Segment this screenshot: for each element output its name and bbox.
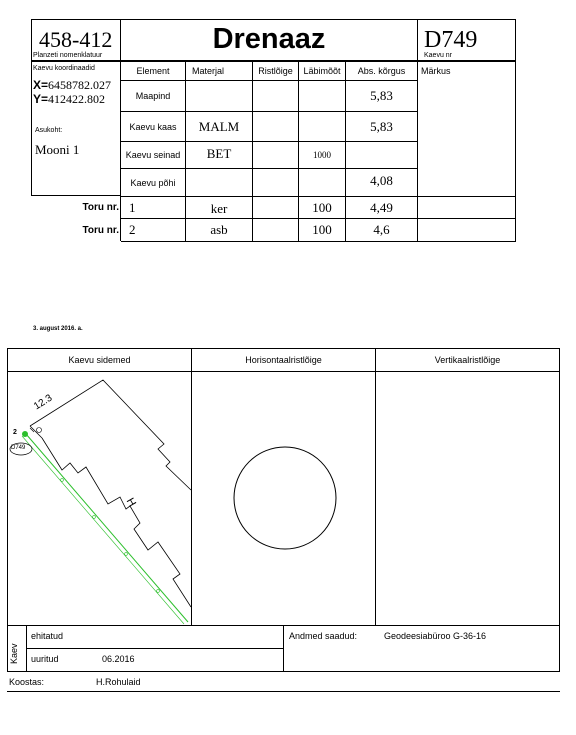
row-element: Kaevu põhi: [130, 177, 176, 188]
col-header-section: Ristlõige: [258, 65, 293, 76]
row-material: BET: [206, 146, 232, 161]
well-number: D749: [424, 27, 478, 53]
horizontal-section-sketch: [192, 372, 375, 625]
pipe-label: Toru nr.: [82, 224, 119, 236]
row-element: Kaevu kaas: [129, 121, 177, 132]
drawing-title-vertical: Vertikaalristlõige: [434, 355, 501, 365]
data-source-value: Geodeesiabüroo G-36-16: [384, 631, 487, 641]
point-label: 2: [13, 429, 17, 436]
row-height: 5,83: [370, 88, 393, 103]
footer-side-label: Kaev: [9, 643, 19, 664]
row-height: 5,83: [370, 118, 393, 134]
pipe-nr: 2: [129, 222, 136, 237]
pipe-nr: 1: [129, 200, 136, 215]
built-label: ehitatud: [31, 631, 64, 641]
pipe-height: 4,49: [370, 199, 393, 215]
data-source-label: Andmed saadud:: [289, 631, 358, 641]
pipe-label: Toru nr.: [82, 202, 119, 213]
pipe-diameter: 100: [312, 222, 332, 237]
nomenclature-number: 458-412: [39, 27, 113, 52]
col-header-material: Materjal: [192, 65, 225, 76]
building-label: H: [123, 496, 138, 509]
well-number-label: Kaevu nr: [424, 52, 453, 59]
row-element: Maapind: [135, 91, 171, 101]
col-header-element: Element: [136, 65, 170, 76]
pipe-diameter: 100: [312, 199, 332, 215]
col-header-diameter: Läbimõõt: [303, 65, 341, 76]
drawing-title-connections: Kaevu sidemed: [68, 355, 131, 365]
surveyed-date: 06.2016: [102, 654, 135, 664]
location-label: Asukoht:: [35, 127, 63, 134]
date-stamp: 3. august 2016. a.: [33, 326, 83, 332]
location-value: Mooni 1: [35, 142, 80, 157]
pipe-material: ker: [210, 201, 228, 216]
coord-y: Y=412422.802: [33, 92, 106, 106]
compiled-by: H.Rohulaid: [96, 677, 141, 687]
col-header-height: Abs. kõrgus: [357, 65, 406, 76]
page-title: Drenaaz: [212, 23, 326, 55]
col-header-notes: Märkus: [421, 66, 451, 76]
row-material: MALM: [198, 118, 240, 134]
drawing-title-horizontal: Horisontaalristlõige: [245, 355, 322, 365]
pipe-material: asb: [210, 222, 228, 237]
well-sketch-label: D749: [11, 445, 26, 451]
coords-label: Kaevu koordinaadid: [33, 65, 95, 72]
coord-x: X=6458782.027: [33, 78, 112, 92]
nomenclature-label: Planzeti nomenklatuur: [33, 52, 103, 59]
dimension-label: 12.3: [32, 392, 55, 413]
row-diameter: 1000: [313, 150, 331, 160]
pipe-height: 4,6: [373, 222, 390, 237]
row-element: Kaevu seinad: [125, 150, 181, 160]
compiled-label: Koostas:: [9, 677, 45, 687]
surveyed-label: uuritud: [31, 654, 59, 664]
row-height: 4,08: [370, 172, 393, 188]
